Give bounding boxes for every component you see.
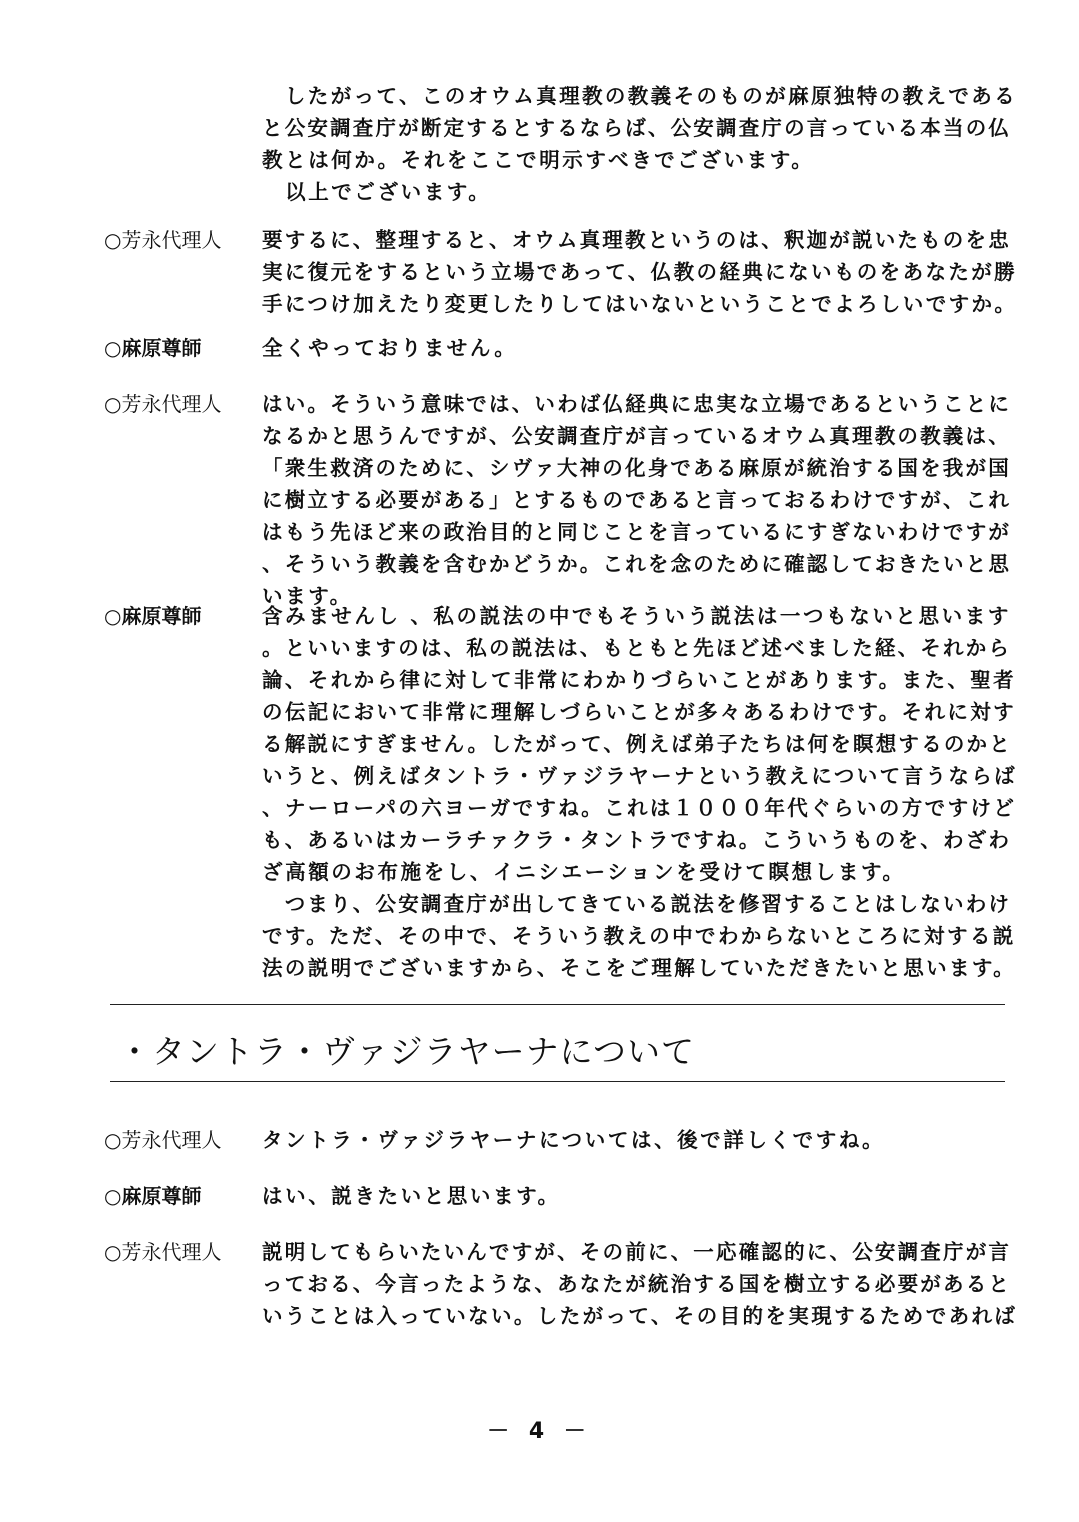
continuation-text [262, 80, 1017, 208]
text-line: です。ただ、その中で、そういう教えの中でわからないところに対する説 [262, 924, 1016, 948]
speaker-label: ○麻原尊師 [104, 1184, 202, 1208]
section-title: ・タントラ・ヴァジラヤーナについて [118, 1032, 696, 1071]
text-line: 説明してもらいたいんですが、その前に、一応確認的に、公安調査庁が言 [262, 1240, 1012, 1264]
section-divider-top [110, 1004, 1005, 1005]
text-line: 実に復元をするという立場であって、仏教の経典にないものをあなたが勝 [262, 260, 1018, 284]
text-line: 、そういう教義を含むかどうか。これを念のために確認しておきたいと思 [262, 552, 1012, 576]
page-number: － 4 － [487, 1419, 592, 1444]
text-line: 法の説明でございますから、そこをご理解していただきたいと思います。 [262, 956, 1017, 980]
text-line: したがって、このオウム真理教の教義そのものが麻原独特の教えである [262, 84, 1018, 108]
text-line: いうことは入っていない。したがって、その目的を実現するためであれば [262, 1304, 1018, 1328]
section-divider-bottom [110, 1081, 1005, 1082]
speaker-label: ○芳永代理人 [104, 392, 222, 416]
speaker-label: ○芳永代理人 [104, 1128, 222, 1152]
speaker-label: ○麻原尊師 [104, 604, 202, 628]
text-line: 。といいますのは、私の説法は、もともと先ほど述べました経、それから [262, 636, 1012, 660]
text-line: 全くやっておりません。 [262, 336, 518, 360]
speaker-label: ○芳永代理人 [104, 228, 222, 252]
text-line: の伝記において非常に理解しづらいことが多々あるわけです。それに対す [262, 700, 1017, 724]
utterance-text [262, 224, 1017, 320]
text-line: っておる、今言ったような、あなたが統治する国を樹立する必要があると [262, 1272, 1012, 1296]
utterance-text [262, 1236, 1017, 1332]
text-line: 「衆生救済のために、シヴァ大神の化身である麻原が統治する国を我が国 [262, 456, 1011, 480]
text-line: 教とは何か。それをここで明示すべきでございます。 [262, 148, 815, 172]
speaker-label: ○芳永代理人 [104, 1240, 222, 1264]
text-line: る解説にすぎません。したがって、例えば弟子たちは何を瞑想するのかと [262, 732, 1012, 756]
text-line: はい、説きたいと思います。 [262, 1184, 561, 1208]
utterance-text [262, 1180, 1017, 1212]
utterance-text [262, 1124, 1017, 1156]
text-line: タントラ・ヴァジラヤーナについては、後で詳しくですね。 [262, 1128, 886, 1152]
text-line: はい。そういう意味では、いわば仏経典に忠実な立場であるということに [262, 392, 1012, 416]
text-line: 要するに、整理すると、オウム真理教というのは、釈迦が説いたものを忠 [262, 228, 1011, 252]
utterance-text [262, 388, 1017, 612]
text-line: ざ高額のお布施をし、イニシエーションを受けて瞑想します。 [262, 860, 906, 884]
text-line: 以上でございます。 [262, 180, 492, 204]
speaker-label: ○麻原尊師 [104, 336, 202, 360]
text-line: はもう先ほど来の政治目的と同じことを言っているにすぎないわけですが [262, 520, 1012, 544]
text-line: 論、それから律に対して非常にわかりづらいことがあります。また、聖者 [262, 668, 1017, 692]
text-line: 含みませんし 、私の説法の中でもそういう説法は一つもないと思います [262, 604, 1011, 628]
text-line: なるかと思うんですが、公安調査庁が言っているオウム真理教の教義は、 [262, 424, 1011, 448]
text-line: 手につけ加えたり変更したりしてはいないということでよろしいですか。 [262, 292, 1018, 316]
text-line: 、ナーローパの六ヨーガですね。これは１０００年代ぐらいの方ですけど [262, 796, 1017, 820]
text-line: いうと、例えばタントラ・ヴァジラヤーナという教えについて言うならば [262, 764, 1018, 788]
utterance-text [262, 332, 1017, 364]
text-line: つまり、公安調査庁が出してきている説法を修習することはしないわけ [262, 892, 1012, 916]
text-line: も、あるいはカーラチァクラ・タントラですね。こういうものを、わざわ [262, 828, 1012, 852]
utterance-text [262, 600, 1017, 984]
text-line: に樹立する必要がある」とするものであると言っておるわけですが、これ [262, 488, 1012, 512]
text-line: と公安調査庁が断定するとするならば、公安調査庁の言っている本当の仏 [262, 116, 1012, 140]
text-line: います。 [262, 584, 353, 608]
